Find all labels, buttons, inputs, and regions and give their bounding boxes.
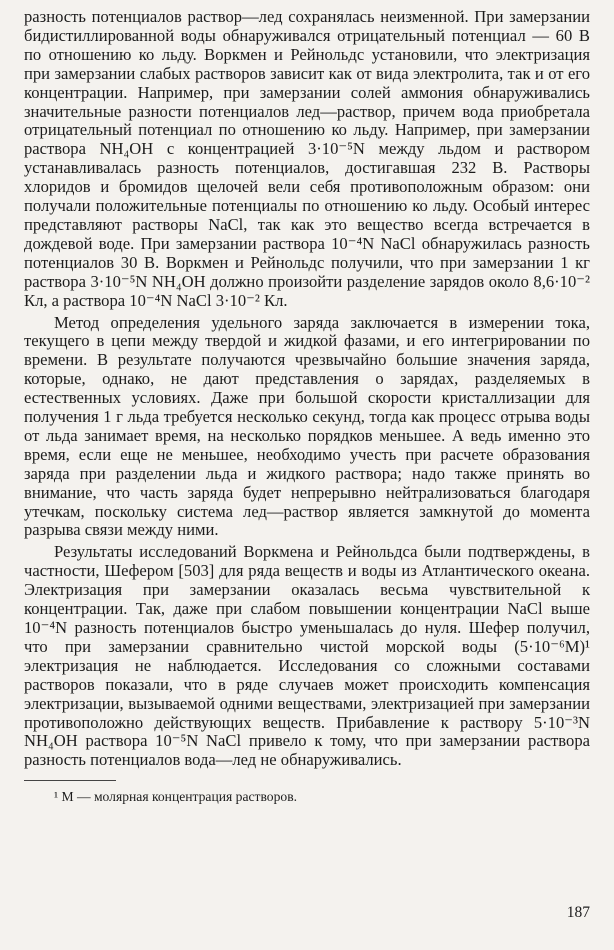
book-page bbox=[24, 8, 590, 805]
footnote-divider bbox=[24, 780, 116, 781]
paragraph-2: Метод определения удельного заряда заключается в измерении тока, текущего в цепи между твердой и жидкой фазами, и его интегрировании по времени. В результате получаются чрезвычайно большие значения заряда, которые, однако, не дают представления о зарядах, разделяемых в естественных условиях. Даже при большой скорости кристаллизации для получения 1 г льда требуется несколько секунд, тогда как процесс отрыва воды от льда занимает время, на несколько порядков меньшее. А ведь именно это время, если еще не меньшее, необходимо учесть при расчете образования заряда при разделении льда и жидкого раствора; надо также принять во внимание, что часть заряда будет непрерывно нейтрализоваться благодаря утечкам, поскольку система лед—раствор является замкнутой до момента разрыва связи между ними. bbox=[24, 312, 590, 540]
paragraph-3: Результаты исследований Воркмена и Рейнольдса были подтверждены, в частности, Шефером [503] для ряда веществ и воды из Атлантического океана. Электризация при замерзании оказалась весьма чувствительной к концентрации. Так, даже при слабом повышении концентрации NaCl выше 10⁻⁴N разность потенциалов быстро уменьшалась до нуля. Шефер получил, что при замерзании сравнительно чистой морской воды (5·10⁻⁶M)¹ электризация не наблюдается. Исследования со сложными составами растворов показали, что в ряде случаев может происходить компенсация электризации, вызываемой одними веществами, электризацией при замерзании противоположно действующих веществ. Прибавление к раствору 5·10⁻³N NH₄OH раствора 10⁻⁵N NaCl привело к тому, что при замерзании раствора разность потенциалов вода—лед не обнаруживались. bbox=[24, 542, 590, 770]
paragraph-1: разность потенциалов раствор—лед сохранялась неизменной. При замерзании бидистиллированной воды обнаруживался отрицательный потенциал — 60 В по отношению ко льду. Воркмен и Рейнольдс установили, что электризация при замерзании слабых растворов зависит как от вида электролита, так и от его концентрации. Например, при замерзании солей аммония обнаруживались значительные разности потенциалов лед—раствор, причем вода приобретала отрицательный потенциал по отношению ко льду. Например, при замерзании раствора NH₄OH с концентрацией 3·10⁻⁵N между льдом и раствором устанавливалась разность потенциалов, достигавшая 232 В. Растворы хлоридов и бромидов щелочей вели себя противоположным образом: они получали положительные потенциалы по отношению ко льду. Особый интерес представляют растворы NaCl, так как это вещество всегда встречается в дождевой воде. При замерзании раствора 10⁻⁴N NaCl обнаружилась разность потенциалов 30 В. Воркмен и Рейнольдс получили, что при замерзании 1 кг раствора 3·10⁻⁵N NH₄OH должно произойти разделение зарядов около 8,6·10⁻² Кл, а раствора 10⁻⁴N NaCl 3·10⁻² Кл. bbox=[24, 7, 590, 310]
page-number: 187 bbox=[566, 904, 590, 921]
footnote: ¹ M — молярная концентрация растворов. bbox=[54, 789, 298, 805]
